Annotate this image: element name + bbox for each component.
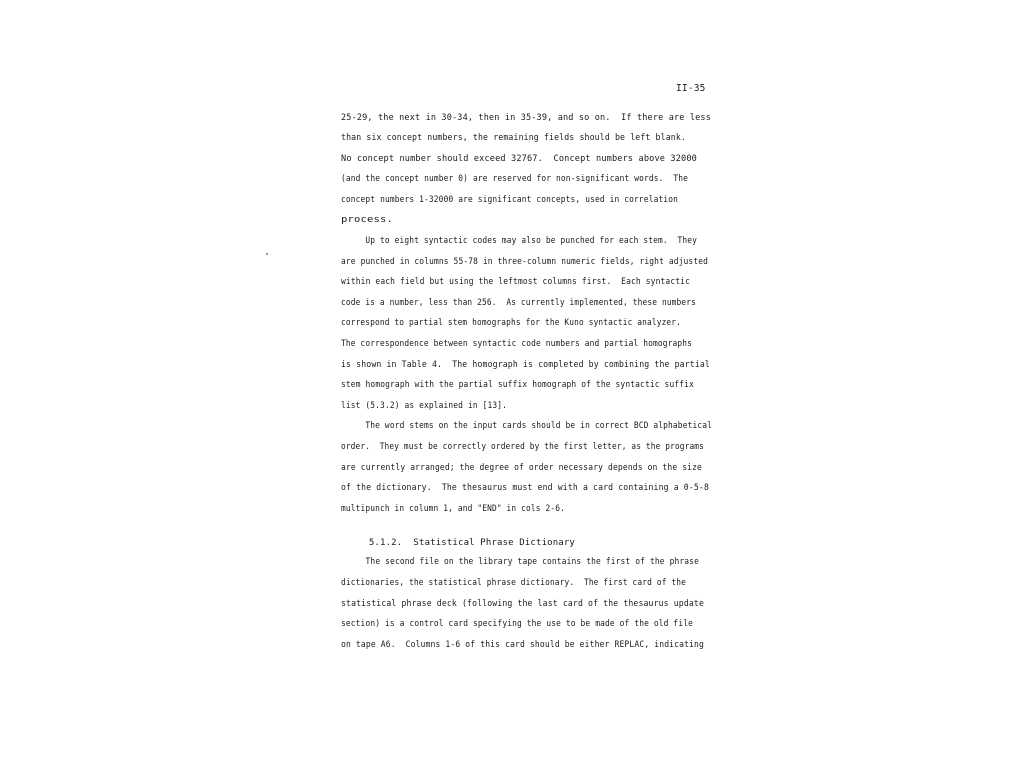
text-line: (and the concept number 0) are reserved for non-significant words. The xyxy=(341,174,688,184)
text-line: correspond to partial stem homographs for the Kuno syntactic analyzer. xyxy=(341,318,682,328)
text-line: is shown in Table 4. The homograph is completed by combining the partial xyxy=(341,360,710,370)
text-line: order. They must be correctly ordered by the first letter, as the programs xyxy=(341,442,704,452)
text-line: on tape A6. Columns 1-6 of this card should be either REPLAC, indicating xyxy=(341,640,704,650)
text-line: The second file on the library tape contains the first of the phrase xyxy=(341,557,699,567)
text-line: No concept number should exceed 32767. Concept numbers above 32000 xyxy=(341,154,697,164)
text-line: 25-29, the next in 30-34, then in 35-39, and so on. If there are less xyxy=(341,113,711,123)
text-line: statistical phrase deck (following the last card of the thesaurus update xyxy=(341,599,704,609)
text-line: The correspondence between syntactic code numbers and partial homographs xyxy=(341,339,693,349)
text-line: than six concept numbers, the remaining fields should be left blank. xyxy=(341,133,687,143)
text-line: code is a number, less than 256. As currently implemented, these numbers xyxy=(341,298,696,308)
page-number: II-35 xyxy=(676,83,706,94)
text-line: The word stems on the input cards should be in correct BCD alphabetical xyxy=(341,421,712,431)
text-line: Up to eight syntactic codes may also be punched for each stem. They xyxy=(341,236,697,246)
section-heading: 5.1.2. Statistical Phrase Dictionary xyxy=(341,538,575,548)
text-line: list (5.3.2) as explained in [13]. xyxy=(341,401,508,411)
text-line: process. xyxy=(341,215,394,225)
text-line: stem homograph with the partial suffix homograph of the syntactic suffix xyxy=(341,380,694,390)
scan-speck xyxy=(266,253,268,255)
text-line: within each field but using the leftmost columns first. Each syntactic xyxy=(341,277,691,287)
text-line: of the dictionary. The thesaurus must end with a card containing a 0-5-8 xyxy=(341,483,709,493)
text-line: multipunch in column 1, and "END" in cols 2-6. xyxy=(341,504,565,514)
text-line: are currently arranged; the degree of order necessary depends on the size xyxy=(341,463,702,473)
text-line: section) is a control card specifying the use to be made of the old file xyxy=(341,619,693,629)
text-line: dictionaries, the statistical phrase dictionary. The first card of the xyxy=(341,578,687,588)
text-line: concept numbers 1-32000 are significant concepts, used in correlation xyxy=(341,195,678,205)
text-line: are punched in columns 55-78 in three-column numeric fields, right adjusted xyxy=(341,257,709,267)
